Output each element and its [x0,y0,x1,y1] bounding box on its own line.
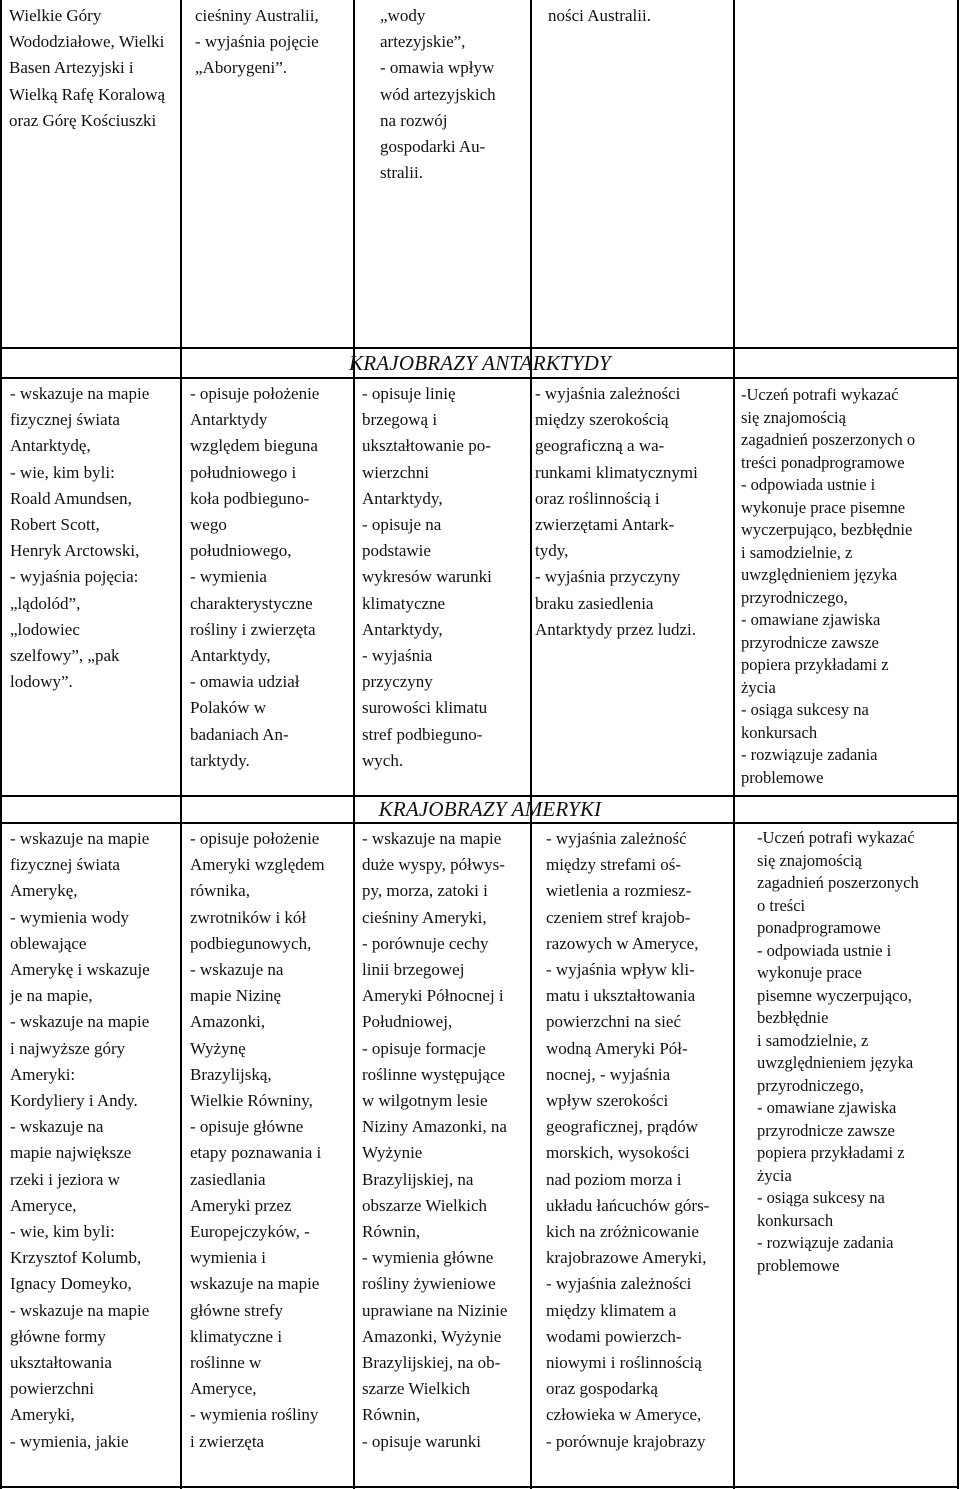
section-title-america: KRAJOBRAZY AMERYKI [378,797,602,821]
antarctica-cell-4: - wyjaśnia zależności między szerokością geograficzną a wa- runkami klimatycznymi oraz roślinnością i zwierzętami Antark- tydy, - wyjaśnia przyczyny braku zasiedlenia Antarktydy przez ludzi. [535,384,698,639]
top-row-cell-2: cieśniny Australii, - wyjaśnia pojęcie „Aborygeni”. [195,6,319,78]
section-divider-antarctica [0,377,959,379]
section-title-antarctica: KRAJOBRAZY ANTARKTYDY [349,351,611,375]
antarctica-cell-2: - opisuje położenie Antarktydy względem bieguna południowego i koła podbieguno- wego południowego, - wymienia charakterystyczne rośliny i zwierzęta Antarktydy, - omawia udział Polaków w badaniach An- tarktydy. [190,384,320,770]
antarctica-cell-1: - wskazuje na mapie fizycznej świata Antarktydę, - wie, kim byli: Roald Amundsen, Robert Scott, Henryk Arctowski, - wyjaśnia pojęcia: „lądolód”, „lodowiec szelfowy”, „pak lodowy”. [10,384,150,692]
table-border-left [0,0,2,1489]
america-cell-1: - wskazuje na mapie fizycznej świata Amerykę, - wymienia wody oblewające Amerykę i wskazuje je na mapie, - wskazuje na mapie i najwyższe góry Ameryki: Kordyliery i Andy. - wskazuje na mapie największe rzeki i jeziora w Ameryce, - wie, kim byli: Krzysztof Kolumb, Ignacy Domeyko, - wskazuje na mapie główne formy ukształtowania powierzchni Ameryki, - wymienia, jakie [10,829,150,1451]
row-divider-top [0,347,959,349]
america-cell-2: - opisuje położenie Ameryki względem równika, zwrotników i kół podbiegunowych, - wskazuje na mapie Nizinę Amazonki, Wyżynę Brazylijską, Wielkie Równiny, - opisuje główne etapy poznawania i zasiedlania Ameryki przez Europejczyków, - wymienia i wskazuje na mapie główne strefy klimatyczne i roślinne w Ameryce, - wymienia rośliny i zwierzęta [190,829,325,1451]
top-row-cell-1: Wielkie Góry Wododziałowe, Wielki Basen Artezyjski i Wielką Rafę Koralową oraz Górę Kościuszki [9,6,166,130]
america-cell-5: -Uczeń potrafi wykazać się znajomością zagadnień poszerzonych o treści ponadprogramowe - odpowiada ustnie i wykonuje prace pisemne wyczerpująco, bezbłędnie i samodzielnie, z uwzględnieniem języka przyrodniczego, - omawiane zjawiska przyrodnicze zawsze popiera przykładami z życia - osiąga sukcesy na konkursach - rozwiązuje zadania problemowe [757,828,919,1275]
column-divider-1 [180,0,182,1489]
table-border-bottom [0,1486,959,1488]
antarctica-cell-5: -Uczeń potrafi wykazać się znajomością zagadnień poszerzonych o treści ponadprogramowe - odpowiada ustnie i wykonuje prace pisemne wyczerpująco, bezbłędnie i samodzielnie, z uwzględnieniem języka przyrodniczego, - omawiane zjawiska przyrodnicze zawsze popiera przykładami z życia - osiąga sukcesy na konkursach - rozwiązuje zadania problemowe [741,385,916,787]
america-cell-4: - wyjaśnia zależność między strefami oś- wietlenia a rozmiesz- czeniem stref krajob- razowych w Ameryce, - wyjaśnia wpływ kli- matu i ukształtowania powierzchni na sieć wodną Ameryki Pół- nocnej, - wyjaśnia wpływ szerokości geograficznej, prądów morskich, wysokości nad poziom morza i układu łańcuchów górs- kich na zróżnicowanie krajobrazowe Ameryki, - wyjaśnia zależności między klimatem a wodami powierzch- niowymi i roślinnością oraz gospodarką człowieka w Ameryce, - porównuje krajobrazy [546,829,710,1451]
column-divider-2 [353,0,355,1489]
table-border-right [957,0,959,1489]
top-row-cell-3: „wody artezyjskie”, - omawia wpływ wód artezyjskich na rozwój gospodarki Au- stralii. [380,6,496,183]
section-divider-america [0,822,959,824]
column-divider-4 [733,0,735,1489]
antarctica-cell-3: - opisuje linię brzegową i ukształtowanie po- wierzchni Antarktydy, - opisuje na podstawie wykresów warunki klimatyczne Antarktydy, - wyjaśnia przyczyny surowości klimatu stref podbieguno- wych. [362,384,492,770]
top-row-cell-4: ności Australii. [548,6,651,25]
column-divider-3 [530,0,532,1489]
america-cell-3: - wskazuje na mapie duże wyspy, półwys- py, morza, zatoki i cieśniny Ameryki, - porównuje cechy linii brzegowej Ameryki Północnej i Południowej, - opisuje formacje roślinne występujące w wilgotnym lesie Niziny Amazonki, na Wyżynie Brazylijskiej, na obszarze Wielkich Równin, - wymienia główne rośliny żywieniowe uprawiane na Nizinie Amazonki, Wyżynie Brazylijskiej, na ob- szarze Wielkich Równin, - opisuje warunki [362,829,508,1451]
